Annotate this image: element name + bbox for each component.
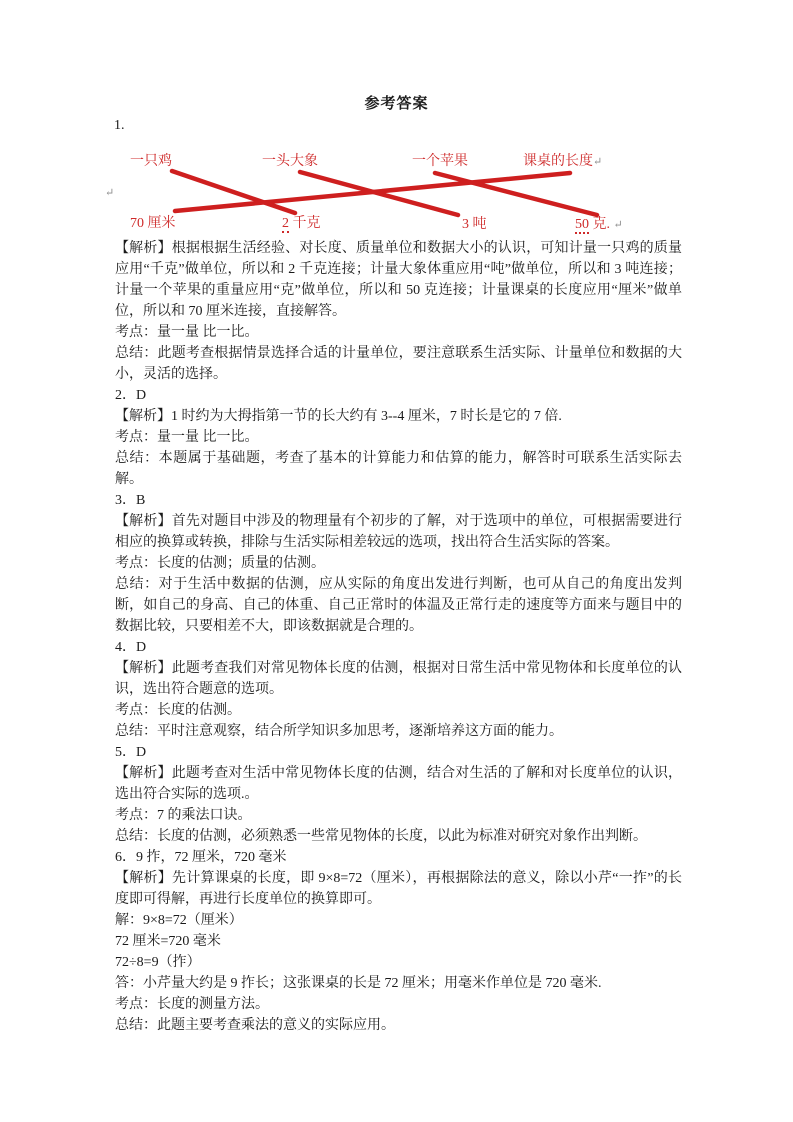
page-title: 参考答案 (364, 96, 429, 112)
question-1-number: 1. (114, 118, 125, 133)
item5-kaodian: 考点：7 的乘法口诀。 (115, 808, 252, 823)
diagram-label-2kg-unit: 千克 (289, 216, 321, 231)
item3-kaodian: 考点：长度的估测；质量的估测。 (115, 556, 325, 571)
diagram-label-2kg (282, 216, 321, 232)
item2-analysis: 【解析】1 时约为大拇指第一节的长大约有 3--4 厘米，7 时长是它的 7 倍. (115, 409, 562, 424)
item6-zongjie: 总结：此题主要考查乘法的意义的实际应用。 (115, 1018, 395, 1033)
diagram-label-2kg-number: 2 (282, 216, 289, 231)
diagram-label-desk (523, 154, 602, 170)
diagram-label-elephant: 一头大象 (262, 154, 318, 169)
paragraph-mark-icon: ↵ (593, 156, 603, 168)
diagram-label-apple: 一个苹果 (412, 154, 468, 169)
item3-analysis: 【解析】首先对题目中涉及的物理量有个初步的了解，对于选项中的单位，可根据需要进行相应的换算或转换，排除与生活实际相差较远的选项，找出符合生活实际的答案。 (115, 514, 682, 550)
item6-solution-step2: 72 厘米=720 毫米 (115, 934, 221, 949)
matching-diagram (96, 146, 680, 242)
answer-text-body (115, 238, 682, 1036)
item3-zongjie: 总结：对于生活中数据的估测，应从实际的角度出发进行判断，也可从自己的角度出发判断，如自己的身高、自己的体重、自己正常时的体温及正常行走的速度等方面来与题目中的数据比较，只要相差不大，即该数据就是合理的。 (115, 577, 682, 634)
item4-zongjie: 总结：平时注意观察，结合所学知识多加思考，逐渐培养这方面的能力。 (115, 724, 563, 739)
item6-kaodian: 考点：长度的测量方法。 (115, 997, 269, 1012)
item6-answer: 答：小芹量大约是 9 拃长；这张课桌的长是 72 厘米；用毫米作单位是 720 毫米. (115, 976, 602, 991)
diagram-label-50g-number: 50 (575, 217, 589, 232)
item6-heading: 6．9 拃，72 厘米，720 毫米 (115, 850, 287, 865)
item5-analysis: 【解析】此题考查对生活中常见物体长度的估测，结合对生活的了解和对长度单位的认识，选出符合实际的选项.。 (115, 766, 682, 802)
item1-kaodian: 考点：量一量 比一比。 (115, 325, 259, 340)
diagram-label-50g (575, 217, 623, 233)
diagram-label-3t: 3 吨 (462, 217, 487, 232)
item3-heading: 3．B (115, 493, 146, 508)
item5-zongjie: 总结：长度的估测，必须熟悉一些常见物体的长度，以此为标准对研究对象作出判断。 (115, 829, 647, 844)
item2-heading: 2．D (115, 388, 147, 403)
diagram-label-chicken: 一只鸡 (130, 154, 172, 169)
item4-kaodian: 考点：长度的估测。 (115, 703, 241, 718)
item2-zongjie: 总结：本题属于基础题，考查了基本的计算能力和估算的能力，解答时可联系生活实际去解。 (115, 451, 682, 487)
item2-kaodian: 考点：量一量 比一比。 (115, 430, 259, 445)
diagram-label-desk-text: 课桌的长度 (523, 154, 593, 169)
item6-analysis: 【解析】先计算课桌的长度，即 9×8=72（厘米），再根据除法的意义，除以小芹“一拃”的长度即可得解，再进行长度单位的换算即可。 (115, 871, 682, 907)
item6-solution-step1: 解：9×8=72（厘米） (115, 913, 243, 928)
item4-analysis: 【解析】此题考查我们对常见物体长度的估测，根据对日常生活中常见物体和长度单位的认识，选出符合题意的选项。 (115, 661, 682, 697)
item1-zongjie: 总结：此题考查根据情景选择合适的计量单位，要注意联系生活实际、计量单位和数据的大小，灵活的选择。 (115, 346, 682, 382)
diagram-label-70cm: 70 厘米 (130, 216, 176, 231)
item6-solution-step3: 72÷8=9（拃） (115, 955, 201, 970)
paragraph-mark-icon: ↵ (613, 219, 623, 231)
item4-heading: 4．D (115, 640, 147, 655)
item5-heading: 5．D (115, 745, 147, 760)
diagram-label-50g-unit: 克. (589, 217, 610, 232)
item1-analysis: 【解析】根据根据生活经验、对长度、质量单位和数据大小的认识，可知计量一只鸡的质量应用“千克”做单位，所以和 2 千克连接；计量大象体重应用“吨”做单位，所以和 3 吨连接；计量一个苹果的重量应用“克”做单位，所以和 50 克连接；计量课桌的长度应用“厘米”做单位，所以和 70 厘米连接，直接解答。 (115, 241, 682, 319)
paragraph-mark-icon: ↵ (105, 187, 115, 199)
